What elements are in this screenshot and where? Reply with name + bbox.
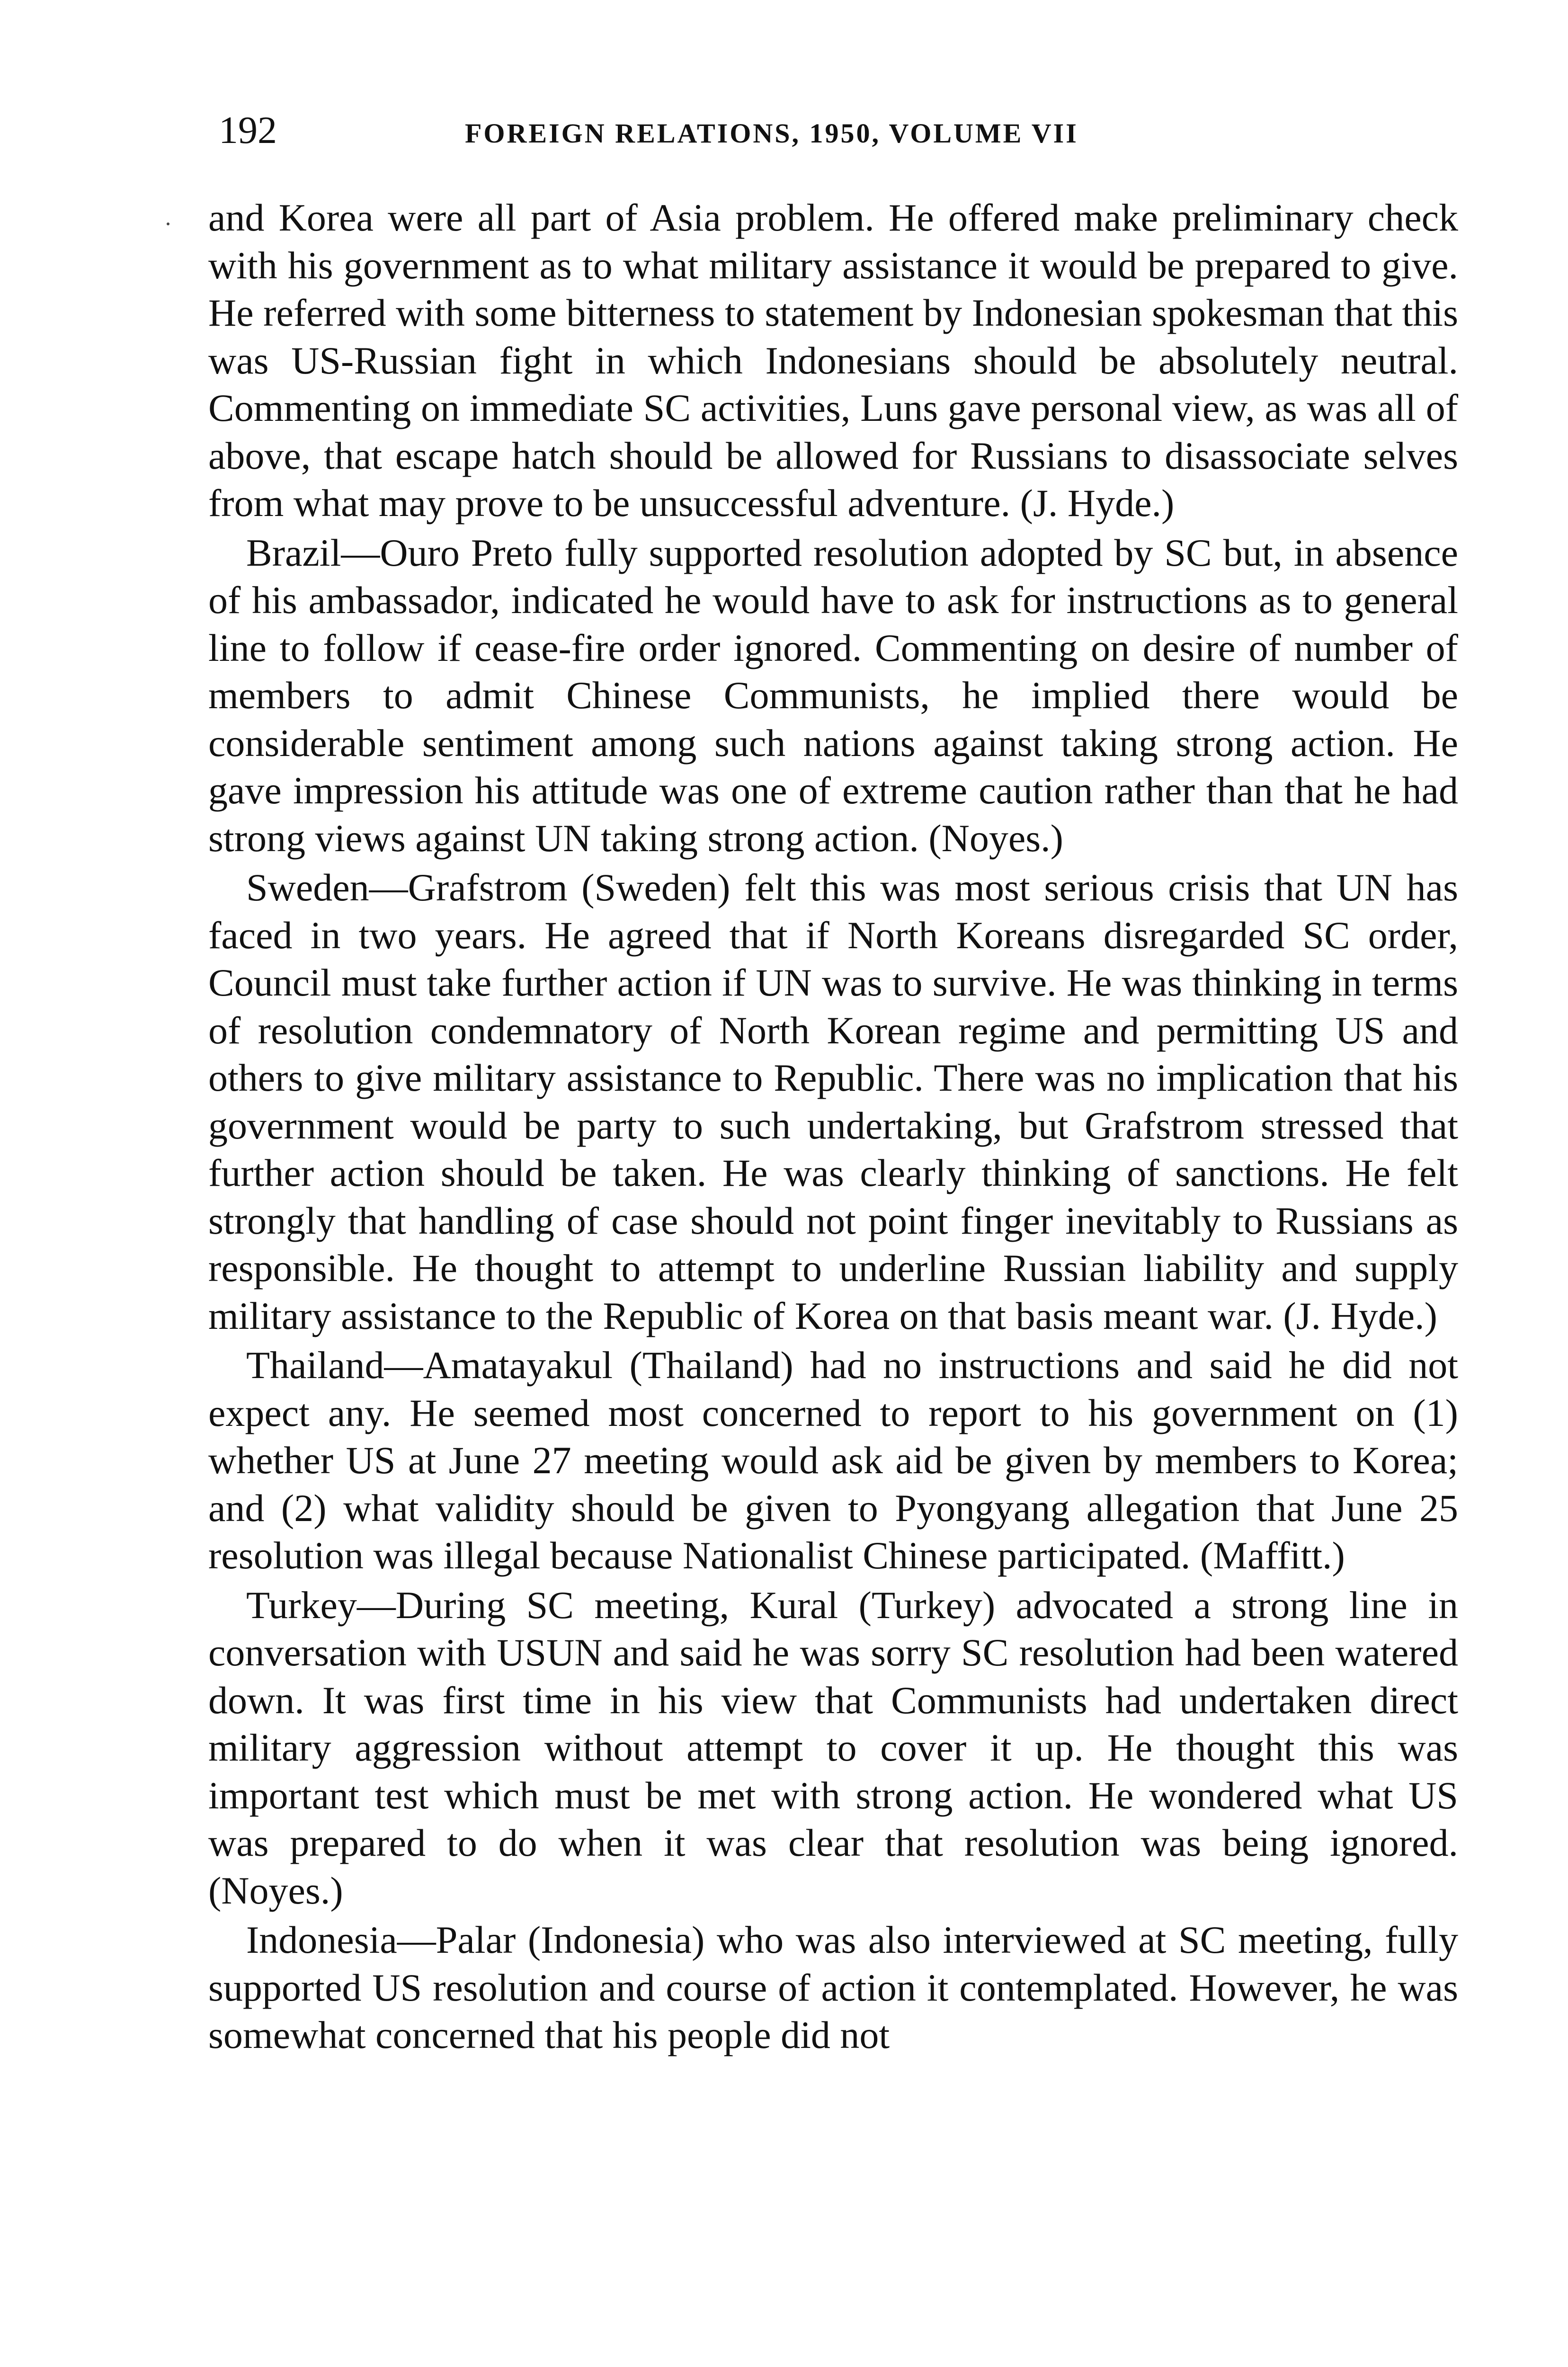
page-number: 192 (219, 108, 277, 151)
paragraph-brazil: Brazil—Ouro Preto fully supported resolution adopted by SC but, in absence of his ambassador, indicated he would have to ask for instructions as to general line to follow if cease-fire order ignored. Commenting on desire of number of members to admit Chinese Communists, he implied there would be considerable sentiment among such nations against taking strong action. He gave impression his attitude was one of extreme caution rather than that he had strong views against UN taking strong action. (Noyes.) (208, 531, 1458, 860)
paragraph-indonesia: Indonesia—Palar (Indonesia) who was also interviewed at SC meeting, fully supported US resolution and course of action it contemplated. However, he was somewhat concerned that his people did not (208, 1918, 1458, 2056)
body-text (208, 194, 1458, 2061)
paragraph-thailand: Thailand—Amatayakul (Thailand) had no instructions and said he did not expect any. He seemed most concerned to report to his government on (1) whether US at June 27 meeting would ask aid be given by members to Korea; and (2) what validity should be given to Pyongyang allegation that June 25 resolution was illegal because Nationalist Chinese participated. (Maffitt.) (208, 1344, 1458, 1577)
scan-speck (167, 222, 169, 225)
paragraph-turkey: Turkey—During SC meeting, Kural (Turkey) advocated a strong line in conversation with USUN and said he was sorry SC resolution had been watered down. It was first time in his view that Communists had undertaken direct military aggression without attempt to cover it up. He thought this was important test which must be met with strong action. He wondered what US was prepared to do when it was clear that resolution was being ignored. (Noyes.) (208, 1583, 1458, 1912)
paragraph-continuation: and Korea were all part of Asia problem. He offered make preliminary check with his government as to what military assistance it would be prepared to give. He referred with some bitterness to statement by Indonesian spokesman that this was US-Russian fight in which Indonesians should be absolutely neutral. Commenting on immediate SC activities, Luns gave personal view, as was all of above, that escape hatch should be allowed for Russians to disassociate selves from what may prove to be unsuccessful adventure. (J. Hyde.) (208, 196, 1458, 525)
paragraph-sweden: Sweden—Grafstrom (Sweden) felt this was most serious crisis that UN has faced in two years. He agreed that if North Koreans disregarded SC order, Council must take further action if UN was to survive. He was thinking in terms of resolution condemnatory of North Korean regime and permitting US and others to give military assistance to Republic. There was no implication that his government would be party to such undertaking, but Grafstrom stressed that further action should be taken. He was clearly thinking of sanctions. He felt strongly that handling of case should not point finger inevitably to Russians as responsible. He thought to attempt to underline Russian liability and supply military assistance to the Republic of Korea on that basis meant war. (J. Hyde.) (208, 866, 1458, 1337)
page-header (219, 107, 1459, 159)
running-head: FOREIGN RELATIONS, 1950, VOLUME VII (465, 118, 1078, 149)
